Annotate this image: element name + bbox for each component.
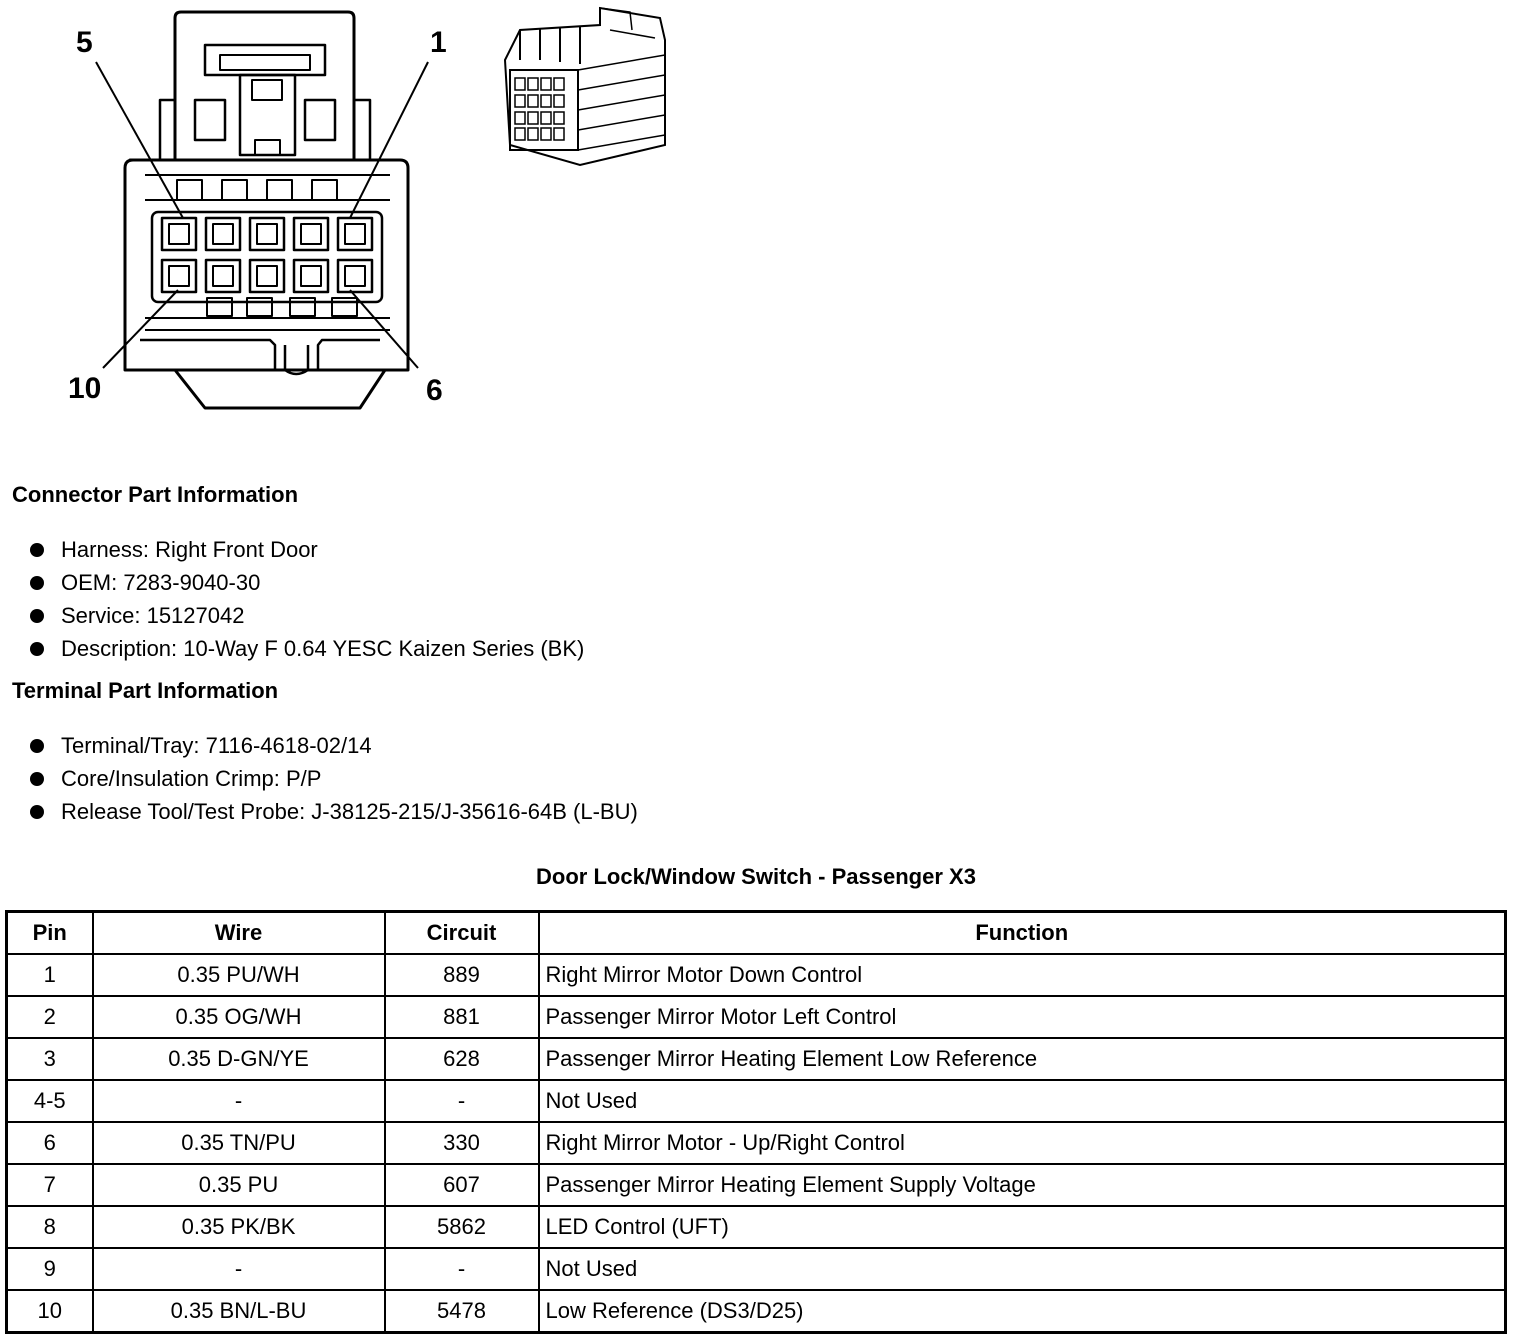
cell-pin: 4-5 bbox=[7, 1080, 93, 1122]
connector-info-list bbox=[30, 533, 584, 665]
list-item: Core/Insulation Crimp: P/P bbox=[30, 762, 638, 795]
list-item: Description: 10-Way F 0.64 YESC Kaizen Series (BK) bbox=[30, 632, 584, 665]
cell-circuit: 889 bbox=[385, 954, 539, 996]
cell-circuit: - bbox=[385, 1080, 539, 1122]
table-row bbox=[7, 1080, 1506, 1122]
cell-circuit: 881 bbox=[385, 996, 539, 1038]
list-item: Harness: Right Front Door bbox=[30, 533, 584, 566]
cell-function: Not Used bbox=[539, 1248, 1506, 1290]
cell-function: Passenger Mirror Heating Element Supply Voltage bbox=[539, 1164, 1506, 1206]
cell-wire: 0.35 PU/WH bbox=[93, 954, 385, 996]
table-row bbox=[7, 1038, 1506, 1080]
table-row bbox=[7, 1122, 1506, 1164]
table-row bbox=[7, 1164, 1506, 1206]
cell-wire: 0.35 BN/L-BU bbox=[93, 1290, 385, 1333]
pin-label-10: 10 bbox=[68, 372, 102, 405]
cell-pin: 1 bbox=[7, 954, 93, 996]
list-item: OEM: 7283-9040-30 bbox=[30, 566, 584, 599]
cell-pin: 9 bbox=[7, 1248, 93, 1290]
cell-pin: 6 bbox=[7, 1122, 93, 1164]
terminal-info-list bbox=[30, 729, 638, 828]
list-item: Terminal/Tray: 7116-4618-02/14 bbox=[30, 729, 638, 762]
connector-info-title: Connector Part Information bbox=[12, 482, 299, 507]
table-row bbox=[7, 1290, 1506, 1333]
cell-pin: 10 bbox=[7, 1290, 93, 1333]
connector-diagram bbox=[0, 0, 760, 430]
cell-function: Right Mirror Motor - Up/Right Control bbox=[539, 1122, 1506, 1164]
pinout-table bbox=[5, 910, 1507, 1334]
cell-pin: 3 bbox=[7, 1038, 93, 1080]
header-circuit: Circuit bbox=[385, 912, 539, 955]
terminal-info-title: Terminal Part Information bbox=[12, 678, 279, 703]
cell-function: Passenger Mirror Heating Element Low Reference bbox=[539, 1038, 1506, 1080]
cell-circuit: - bbox=[385, 1248, 539, 1290]
table-title: Door Lock/Window Switch - Passenger X3 bbox=[536, 864, 976, 889]
header-pin: Pin bbox=[7, 912, 93, 955]
cell-pin: 8 bbox=[7, 1206, 93, 1248]
cell-function: LED Control (UFT) bbox=[539, 1206, 1506, 1248]
cell-wire: 0.35 PK/BK bbox=[93, 1206, 385, 1248]
cell-circuit: 5862 bbox=[385, 1206, 539, 1248]
table-header-row bbox=[7, 912, 1506, 955]
cell-wire: 0.35 PU bbox=[93, 1164, 385, 1206]
cell-circuit: 607 bbox=[385, 1164, 539, 1206]
cell-function: Right Mirror Motor Down Control bbox=[539, 954, 1506, 996]
list-item: Release Tool/Test Probe: J-38125-215/J-35616-64B (L-BU) bbox=[30, 795, 638, 828]
cell-function: Low Reference (DS3/D25) bbox=[539, 1290, 1506, 1333]
cell-wire: - bbox=[93, 1248, 385, 1290]
cell-pin: 2 bbox=[7, 996, 93, 1038]
table-row bbox=[7, 954, 1506, 996]
cell-circuit: 330 bbox=[385, 1122, 539, 1164]
pin-label-1: 1 bbox=[430, 26, 447, 59]
header-wire: Wire bbox=[93, 912, 385, 955]
cell-circuit: 628 bbox=[385, 1038, 539, 1080]
header-function: Function bbox=[539, 912, 1506, 955]
table-row bbox=[7, 1206, 1506, 1248]
pin-label-5: 5 bbox=[76, 26, 93, 59]
list-item: Service: 15127042 bbox=[30, 599, 584, 632]
cell-wire: 0.35 D-GN/YE bbox=[93, 1038, 385, 1080]
cell-wire: - bbox=[93, 1080, 385, 1122]
cell-circuit: 5478 bbox=[385, 1290, 539, 1333]
connector-isometric-illustration bbox=[505, 8, 665, 165]
cell-function: Not Used bbox=[539, 1080, 1506, 1122]
table-row bbox=[7, 1248, 1506, 1290]
cell-wire: 0.35 OG/WH bbox=[93, 996, 385, 1038]
cell-wire: 0.35 TN/PU bbox=[93, 1122, 385, 1164]
table-row bbox=[7, 996, 1506, 1038]
cell-function: Passenger Mirror Motor Left Control bbox=[539, 996, 1506, 1038]
cell-pin: 7 bbox=[7, 1164, 93, 1206]
pin-label-6: 6 bbox=[426, 374, 443, 407]
